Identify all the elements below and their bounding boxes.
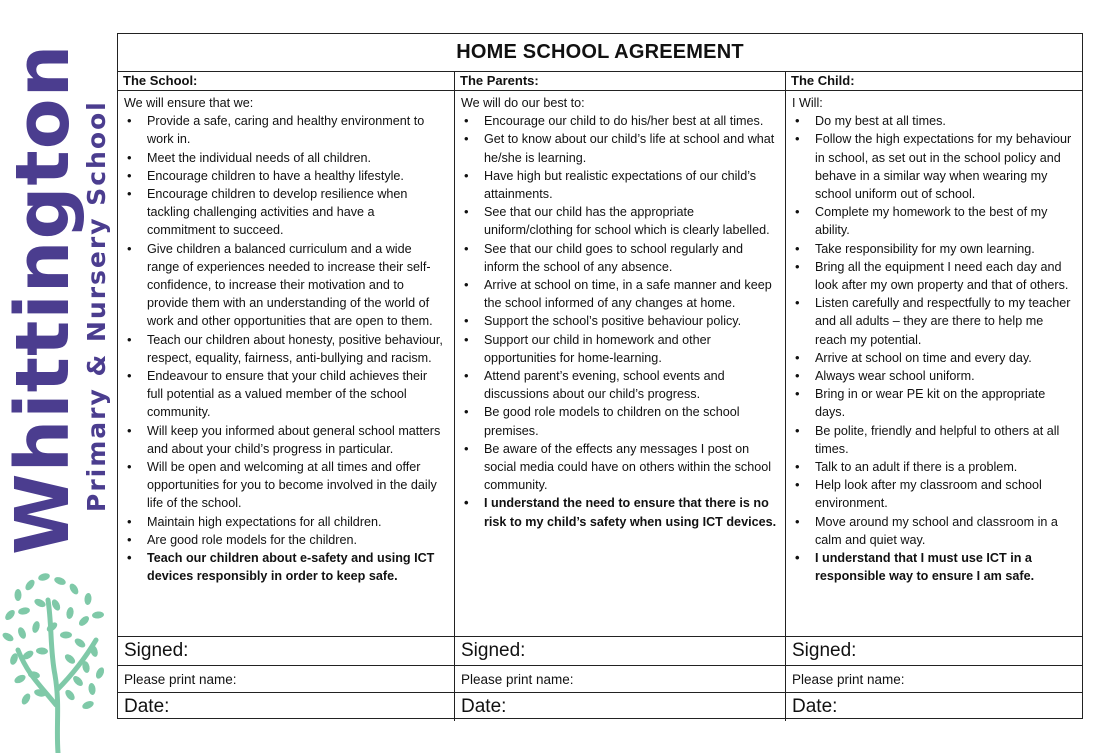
print-name-field-school[interactable]: Please print name: bbox=[118, 666, 455, 692]
list-item: • Arrive at school on time and every day. bbox=[792, 349, 1074, 367]
list-item: • Be polite, friendly and helpful to others at all times. bbox=[792, 422, 1074, 458]
list-item: • Give children a balanced curriculum and a wide range of experiences needed to increase their self-confidence, to increase their motivation and to provide them with an understanding of the world of work and other opportunities that are open to them. bbox=[124, 240, 446, 331]
list-item: • Encourage our child to do his/her best at all times. bbox=[461, 112, 777, 130]
date-field-child[interactable]: Date: bbox=[792, 696, 838, 717]
column-parents bbox=[455, 72, 786, 636]
list-item: • Follow the high expectations for my behaviour in school, as set out in the school policy and behave in a similar way when wearing my school uniform out of school. bbox=[792, 130, 1074, 203]
list-item: • Take responsibility for my own learning. bbox=[792, 240, 1074, 258]
list-item: • Do my best at all times. bbox=[792, 112, 1074, 130]
column-heading: The Parents: bbox=[455, 72, 785, 91]
list-item: • See that our child goes to school regularly and inform the school of any absence. bbox=[461, 240, 777, 276]
list-item: • Teach our children about honesty, positive behaviour, respect, equality, fairness, anti-bullying and racism. bbox=[124, 331, 446, 367]
list-item: • Move around my school and classroom in a calm and quiet way. bbox=[792, 513, 1074, 549]
print-name-field-parents[interactable]: Please print name: bbox=[455, 666, 786, 692]
list-item: • Meet the individual needs of all children. bbox=[124, 149, 446, 167]
list-item: • Endeavour to ensure that your child achieves their full potential as a valued member of the school community. bbox=[124, 367, 446, 422]
list-item: • Teach our children about e-safety and using ICT devices responsibly in order to keep safe. bbox=[124, 549, 446, 585]
signed-field-parents[interactable]: Signed: bbox=[455, 637, 786, 665]
list-item: • Provide a safe, caring and healthy environment to work in. bbox=[124, 112, 446, 148]
list-item: • Encourage children to develop resilience when tackling challenging activities and have a commitment to succeed. bbox=[124, 185, 446, 240]
logo-school-subtitle: Primary & Nursery School bbox=[82, 100, 111, 512]
column-intro: We will ensure that we: bbox=[124, 96, 254, 110]
list-item: • Get to know about our child’s life at school and what he/she is learning. bbox=[461, 130, 777, 166]
list-item: • Have high but realistic expectations of our child’s attainments. bbox=[461, 167, 777, 203]
list-item: • Support the school’s positive behaviour policy. bbox=[461, 312, 777, 330]
title-row bbox=[118, 34, 1082, 72]
list-item: • Are good role models for the children. bbox=[124, 531, 446, 549]
list-item: • Be good role models to children on the school premises. bbox=[461, 403, 777, 439]
signed-field-child[interactable]: Signed: bbox=[792, 640, 857, 661]
date-field-parents[interactable]: Date: bbox=[455, 693, 786, 721]
date-field-school[interactable]: Date: bbox=[118, 693, 455, 721]
list-item: • Always wear school uniform. bbox=[792, 367, 1074, 385]
list-item: • Bring all the equipment I need each day and look after my own property and that of others. bbox=[792, 258, 1074, 294]
agreement-columns bbox=[118, 72, 1082, 637]
school-logo bbox=[0, 0, 112, 753]
list-item: • I understand the need to ensure that there is no risk to my child’s safety when using ICT devices. bbox=[461, 494, 777, 530]
list-item: • Complete my homework to the best of my ability. bbox=[792, 203, 1074, 239]
print-name-field-child[interactable]: Please print name: bbox=[792, 671, 905, 687]
list-item: • Will be open and welcoming at all times and offer opportunities for you to become involved in the daily life of the school. bbox=[124, 458, 446, 513]
commitment-list bbox=[124, 112, 446, 585]
list-item: • Talk to an adult if there is a problem. bbox=[792, 458, 1074, 476]
signed-field-school[interactable]: Signed: bbox=[118, 637, 455, 665]
column-heading: The School: bbox=[118, 72, 454, 91]
commitment-list bbox=[792, 112, 1074, 585]
list-item: • Attend parent’s evening, school events and discussions about our child’s progress. bbox=[461, 367, 777, 403]
list-item: • Arrive at school on time, in a safe manner and keep the school informed of any changes at home. bbox=[461, 276, 777, 312]
page-title: HOME SCHOOL AGREEMENT bbox=[456, 41, 744, 63]
column-school bbox=[118, 72, 455, 636]
commitment-list bbox=[461, 112, 777, 531]
column-intro: We will do our best to: bbox=[461, 96, 585, 110]
date-row bbox=[118, 693, 1082, 721]
column-child bbox=[786, 72, 1082, 636]
logo-school-name: Whittington bbox=[0, 43, 86, 555]
list-item: • Help look after my classroom and school environment. bbox=[792, 476, 1074, 512]
list-item: • Maintain high expectations for all children. bbox=[124, 513, 446, 531]
list-item: • Will keep you informed about general school matters and about your child’s progress in particular. bbox=[124, 422, 446, 458]
agreement-table bbox=[117, 33, 1083, 719]
column-heading: The Child: bbox=[786, 72, 1082, 91]
list-item: • Support our child in homework and other opportunities for home-learning. bbox=[461, 331, 777, 367]
list-item: • Encourage children to have a healthy lifestyle. bbox=[124, 167, 446, 185]
print-name-row bbox=[118, 666, 1082, 693]
list-item: • Bring in or wear PE kit on the appropriate days. bbox=[792, 385, 1074, 421]
signed-row bbox=[118, 637, 1082, 666]
tree-icon bbox=[0, 555, 112, 753]
list-item: • See that our child has the appropriate uniform/clothing for school which is clearly labelled. bbox=[461, 203, 777, 239]
list-item: • Be aware of the effects any messages I post on social media could have on others within the school community. bbox=[461, 440, 777, 495]
list-item: • Listen carefully and respectfully to my teacher and all adults – they are there to help me reach my potential. bbox=[792, 294, 1074, 349]
column-intro: I Will: bbox=[792, 96, 823, 110]
list-item: • I understand that I must use ICT in a responsible way to ensure I am safe. bbox=[792, 549, 1074, 585]
